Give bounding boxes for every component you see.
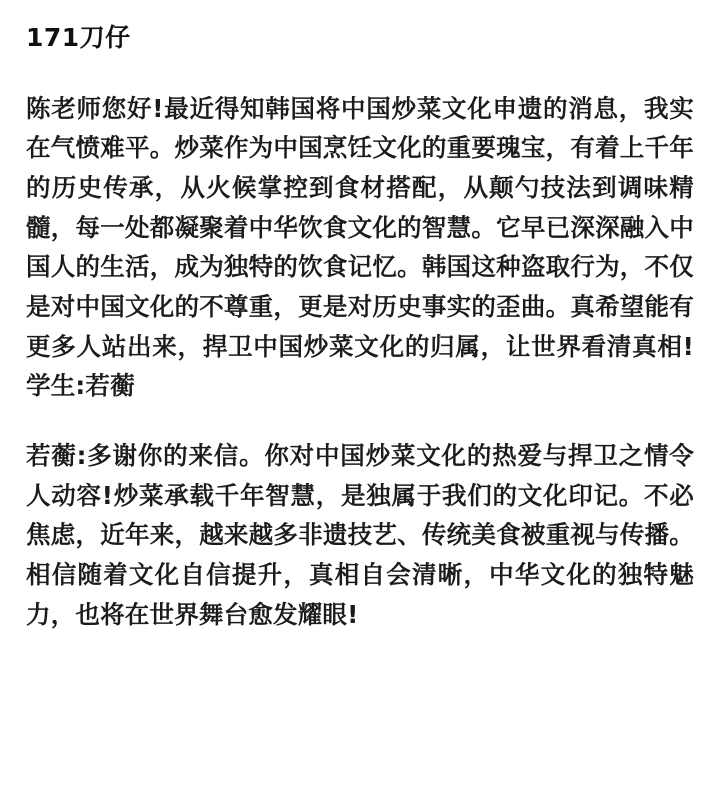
letter-paragraph-reply: 若蘅:多谢你的来信。你对中国炒菜文化的热爱与捍卫之情令人动容!炒菜承载千年智慧，是独属于我们的文化印记。不必焦虑，近年来，越来越多非遗技艺、传统美食被重视与传播。相信随着文化自信提升，真相自会清晰，中华文化的独特魅力，也将在世界舞台愈发耀眼! (26, 441, 694, 629)
letter-paragraph-question: 陈老师您好!最近得知韩国将中国炒菜文化申遗的消息，我实在气愤难平。炒菜作为中国烹饪文化的重要瑰宝，有着上千年的历史传承，从火候掌控到食材搭配，从颠勺技法到调味精髓，每一处都凝聚着中华饮食文化的智慧。它早已深深融入中国人的生活，成为独特的饮食记忆。韩国这种盗取行为，不仅是对中国文化的不尊重，更是对历史事实的歪曲。真希望能有更多人站出来，捍卫中国炒菜文化的归属，让世界看清真相!学生:若蘅 (26, 93, 694, 401)
page-title: 171刀仔 (26, 23, 131, 52)
